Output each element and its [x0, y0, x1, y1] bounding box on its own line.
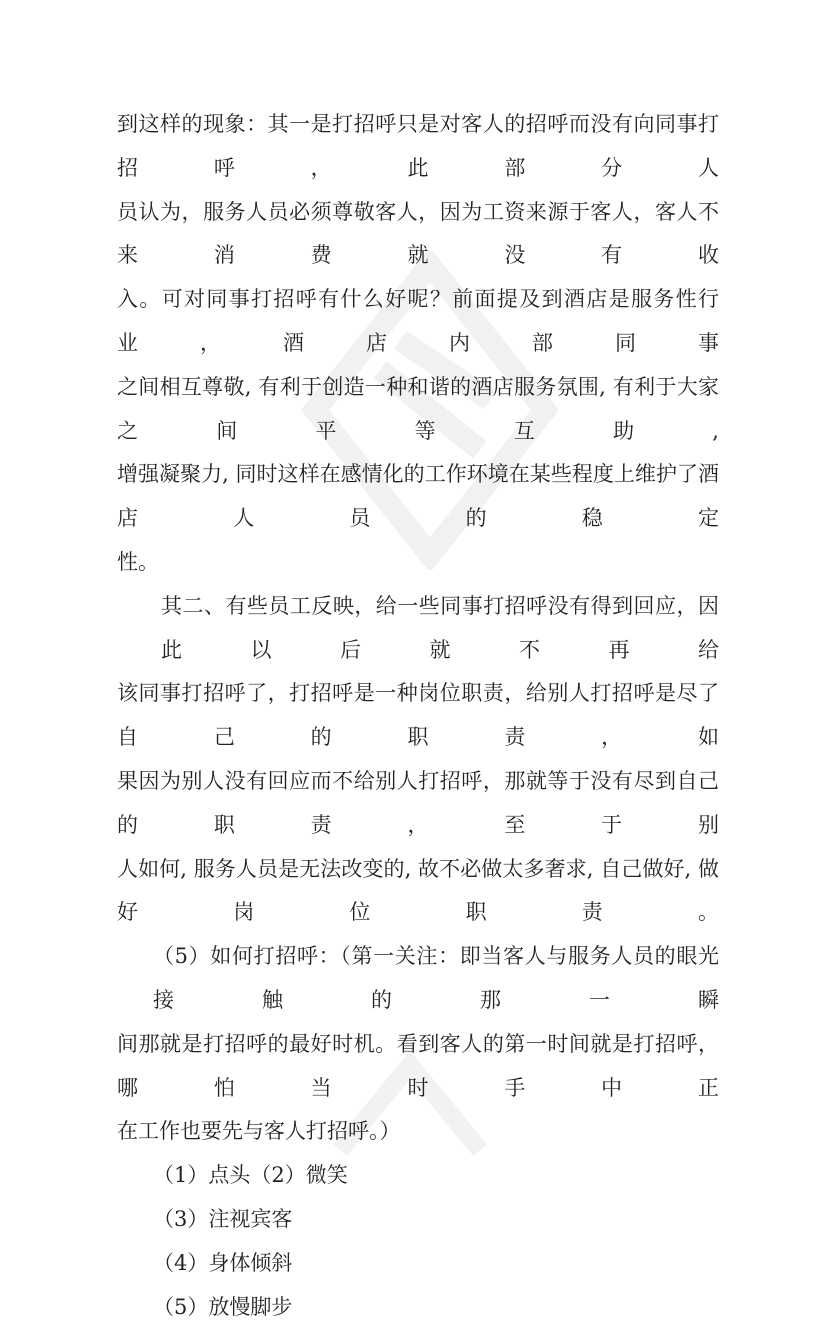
text-line: 其二、有些员工反映，给一些同事打招呼没有得到回应，因此以后就不再给 — [161, 593, 719, 662]
text-line: 人如何, 服务人员是无法改变的, 故不必做太多奢求, 自己做好, 做好岗位职责。 — [117, 856, 719, 925]
text-line: 员认为，服务人员必须尊敬客人，因为工资来源于客人，客人不来消费就没有收 — [117, 199, 719, 268]
text-line: 性。 — [117, 549, 159, 574]
text-line: 入。可对同事打招呼有什么好呢？前面提及到酒店是服务性行业，酒店内部同事 — [117, 287, 719, 355]
text-line: 果因为别人没有回应而不给别人打招呼，那就等于没有尽到自己的职责，至于别 — [117, 768, 719, 837]
paragraph-2 — [117, 585, 719, 935]
text-line: （5）如何打招呼：（第一关注：即当客人与服务人员的眼光接触的那一瞬 — [153, 944, 719, 1012]
text-line: 该同事打招呼了，打招呼是一种岗位职责，给别人打招呼是尽了自己的职责，如 — [117, 681, 719, 750]
text-line: 间那就是打招呼的最好时机。看到客人的第一时间就是打招呼，哪怕当时手中正 — [117, 1031, 719, 1100]
document-body — [117, 103, 719, 1329]
paragraph-1 — [117, 103, 719, 585]
list-item: （1）点头（2）微笑 — [153, 1163, 348, 1188]
text-line: 之间相互尊敬, 有利于创造一种和谐的酒店服务氛围, 有利于大家之间平等互助, — [117, 374, 719, 443]
greeting-steps-list — [117, 1154, 719, 1329]
list-item: （4）身体倾斜 — [153, 1250, 293, 1275]
text-line: 到这样的现象：其一是打招呼只是对客人的招呼而没有向同事打招呼，此部分人 — [117, 112, 719, 180]
text-line: 增强凝聚力, 同时这样在感情化的工作环境在某些程度上维护了酒店人员的稳定 — [117, 462, 719, 531]
list-item: （3）注视宾客 — [153, 1206, 293, 1231]
list-item: （5）放慢脚步 — [153, 1294, 293, 1319]
paragraph-3 — [117, 935, 719, 1154]
text-line: 在工作也要先与客人打招呼。） — [117, 1119, 401, 1144]
